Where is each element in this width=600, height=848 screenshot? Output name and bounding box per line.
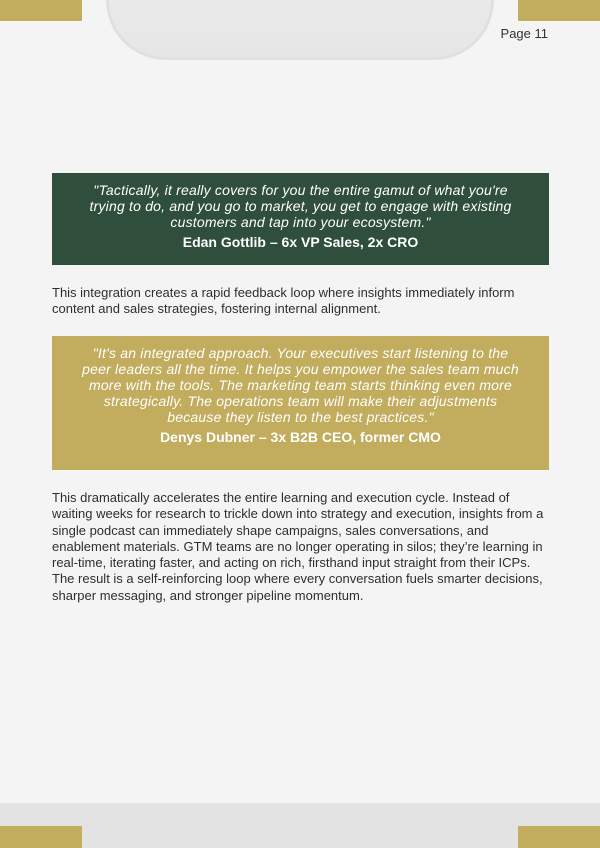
quote-box-edan	[52, 173, 549, 265]
bottom-left-accent	[0, 826, 82, 848]
quote-box-denys	[52, 336, 549, 470]
quote-text: "It's an integrated approach. Your executives start listening to the peer leaders all the time. It helps you empower the sales team much more with the tools. The marketing team starts thinking even more strategically. The operations team will make their adjustments because they listen to the best practices."	[82, 345, 519, 425]
quote-author: Edan Gottlib – 6x VP Sales, 2x CRO	[182, 234, 419, 250]
body-paragraph: This dramatically accelerates the entire learning and execution cycle. Instead of waiting weeks for research to trickle down into strategy and execution, insights from a single podcast can immediately shape campaigns, sales conversations, and enablement materials. GTM teams are no longer operating in silos; they’re learning in real-time, iterating faster, and acting on rich, firsthand input straight from their ICPs. The result is a self-reinforcing loop where every conversation fuels smarter decisions, sharper messaging, and stronger pipeline momentum.	[52, 490, 544, 603]
top-left-accent	[0, 0, 82, 21]
quote-text: "Tactically, it really covers for you the entire gamut of what you're trying to do, and you go to market, you get to engage with existing customers and tap into your ecosystem."	[89, 182, 512, 230]
header-tab-decoration	[106, 0, 494, 60]
top-right-accent	[518, 0, 600, 21]
quote-author: Denys Dubner – 3x B2B CEO, former CMO	[160, 429, 441, 445]
page-number: Page 11	[500, 26, 548, 41]
bottom-right-accent	[518, 826, 600, 848]
footer-band	[0, 803, 600, 848]
body-paragraph: This integration creates a rapid feedback loop where insights immediately inform content and sales strategies, fostering internal alignment.	[52, 285, 515, 317]
